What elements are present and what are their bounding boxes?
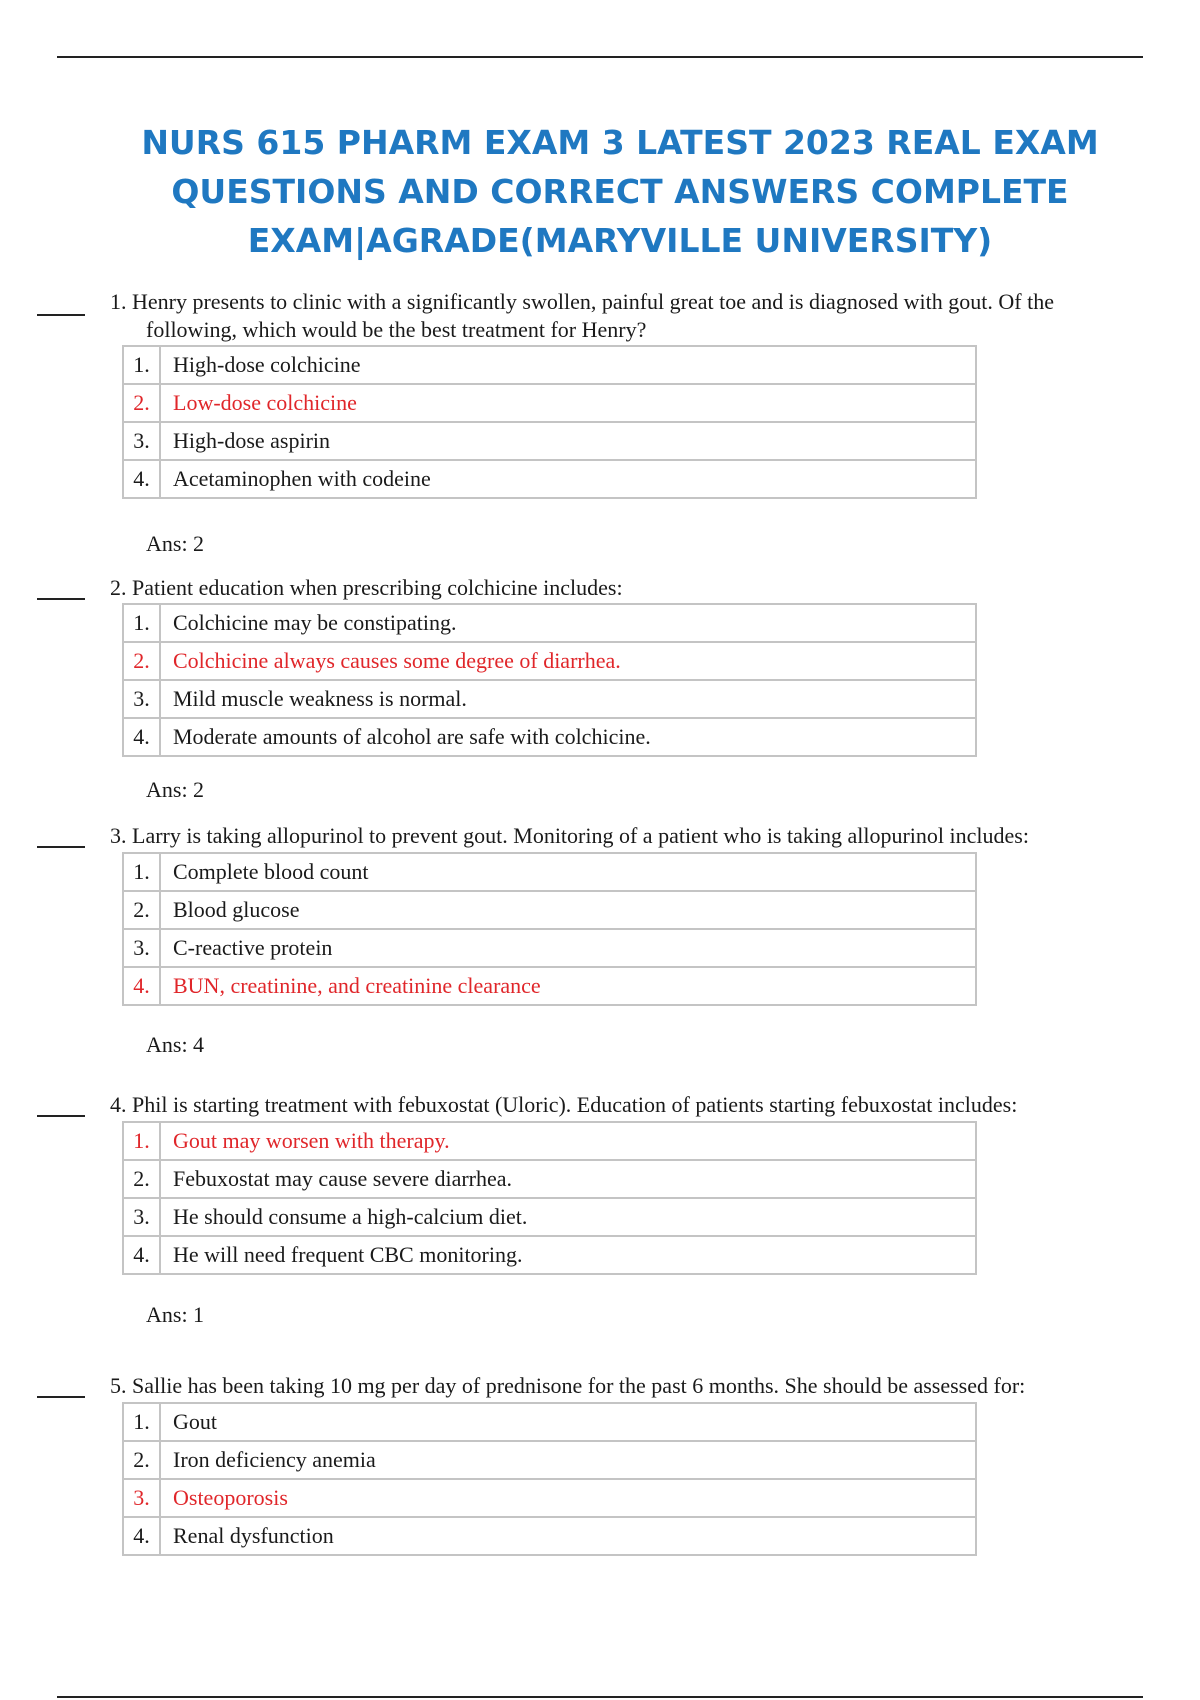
- question-text: [110, 288, 1160, 344]
- document-title: NURS 615 PHARM EXAM 3 LATEST 2023 REAL EXAM QUESTIONS AND CORRECT ANSWERS COMPLETE EXAM|AGRADE(MARYVILLE UNIVERSITY): [141, 123, 1099, 260]
- options-table: [122, 345, 977, 499]
- option-text: Renal dysfunction: [160, 1517, 976, 1555]
- option-number: 4.: [123, 718, 160, 756]
- option-row: [123, 680, 976, 718]
- option-number: 2.: [123, 1441, 160, 1479]
- option-row: [123, 929, 976, 967]
- option-number: 2.: [123, 642, 160, 680]
- option-text: C-reactive protein: [160, 929, 976, 967]
- option-row: [123, 1441, 976, 1479]
- option-row: [123, 1160, 976, 1198]
- option-row: [123, 1198, 976, 1236]
- option-number: 3.: [123, 1479, 160, 1517]
- question-text: [110, 822, 1160, 850]
- option-text: Moderate amounts of alcohol are safe with colchicine.: [160, 718, 976, 756]
- option-number: 3.: [123, 680, 160, 718]
- option-number: 3.: [123, 929, 160, 967]
- option-text: Mild muscle weakness is normal.: [160, 680, 976, 718]
- option-number: 1.: [123, 853, 160, 891]
- option-number: 2.: [123, 891, 160, 929]
- answer-key: Ans: 2: [146, 777, 205, 802]
- option-number: 4.: [123, 1236, 160, 1274]
- option-row: [123, 460, 976, 498]
- question-line-1: Henry presents to clinic with a significantly swollen, painful great toe and is diagnosed with gout. Of the: [132, 289, 1054, 314]
- option-row: [123, 1517, 976, 1555]
- answer-blank: [37, 598, 85, 600]
- option-number: 4.: [123, 460, 160, 498]
- option-number: 2.: [123, 384, 160, 422]
- answer-blank: [37, 314, 85, 316]
- option-text: High-dose colchicine: [160, 346, 976, 384]
- question-line-2: following, which would be the best treatment for Henry?: [146, 317, 647, 342]
- answer-key: Ans: 2: [146, 531, 205, 556]
- option-number: 4.: [123, 967, 160, 1005]
- option-row-correct: [123, 1479, 976, 1517]
- question-text: [110, 574, 1160, 602]
- options-table: [122, 603, 977, 757]
- answer-blank: [37, 846, 85, 848]
- option-number: 3.: [123, 1198, 160, 1236]
- option-text: Low-dose colchicine: [160, 384, 976, 422]
- option-number: 4.: [123, 1517, 160, 1555]
- option-text: Colchicine always causes some degree of diarrhea.: [160, 642, 976, 680]
- option-row: [123, 853, 976, 891]
- option-row: [123, 718, 976, 756]
- option-number: 1.: [123, 346, 160, 384]
- option-number: 1.: [123, 1403, 160, 1441]
- question-number: 3.: [110, 823, 127, 848]
- question-line-1: Patient education when prescribing colchicine includes:: [132, 575, 623, 600]
- option-text: Complete blood count: [160, 853, 976, 891]
- option-number: 1.: [123, 1122, 160, 1160]
- question-line-1: Phil is starting treatment with febuxostat (Uloric). Education of patients starting febuxostat includes:: [132, 1092, 1018, 1117]
- option-text: Osteoporosis: [160, 1479, 976, 1517]
- option-row: [123, 1403, 976, 1441]
- question-number: 4.: [110, 1092, 127, 1117]
- question-text: [110, 1091, 1160, 1119]
- option-text: Gout may worsen with therapy.: [160, 1122, 976, 1160]
- option-text: Iron deficiency anemia: [160, 1441, 976, 1479]
- question-text: [110, 1372, 1160, 1400]
- question-number: 2.: [110, 575, 127, 600]
- option-text: Colchicine may be constipating.: [160, 604, 976, 642]
- answer-blank: [37, 1396, 85, 1398]
- option-row: [123, 604, 976, 642]
- answer-key: Ans: 1: [146, 1302, 205, 1327]
- question-line-1: Larry is taking allopurinol to prevent gout. Monitoring of a patient who is taking allopurinol includes:: [132, 823, 1029, 848]
- option-text: He should consume a high-calcium diet.: [160, 1198, 976, 1236]
- option-text: Febuxostat may cause severe diarrhea.: [160, 1160, 976, 1198]
- option-text: Blood glucose: [160, 891, 976, 929]
- option-row: [123, 422, 976, 460]
- option-text: He will need frequent CBC monitoring.: [160, 1236, 976, 1274]
- option-row: [123, 346, 976, 384]
- option-text: Acetaminophen with codeine: [160, 460, 976, 498]
- question-number: 5.: [110, 1373, 127, 1398]
- answer-blank: [37, 1115, 85, 1117]
- option-text: Gout: [160, 1403, 976, 1441]
- options-table: [122, 1402, 977, 1556]
- option-row: [123, 1236, 976, 1274]
- answer-key: Ans: 4: [146, 1032, 205, 1057]
- option-row-correct: [123, 384, 976, 422]
- option-text: BUN, creatinine, and creatinine clearance: [160, 967, 976, 1005]
- option-row-correct: [123, 967, 976, 1005]
- option-row-correct: [123, 642, 976, 680]
- question-number: 1.: [110, 289, 127, 314]
- option-row: [123, 891, 976, 929]
- bottom-rule: [57, 1696, 1143, 1698]
- option-row-correct: [123, 1122, 976, 1160]
- top-rule: [57, 56, 1143, 58]
- question-line-1: Sallie has been taking 10 mg per day of prednisone for the past 6 months. She should be assessed for:: [132, 1373, 1026, 1398]
- options-table: [122, 852, 977, 1006]
- option-number: 2.: [123, 1160, 160, 1198]
- option-number: 3.: [123, 422, 160, 460]
- option-text: High-dose aspirin: [160, 422, 976, 460]
- options-table: [122, 1121, 977, 1275]
- option-number: 1.: [123, 604, 160, 642]
